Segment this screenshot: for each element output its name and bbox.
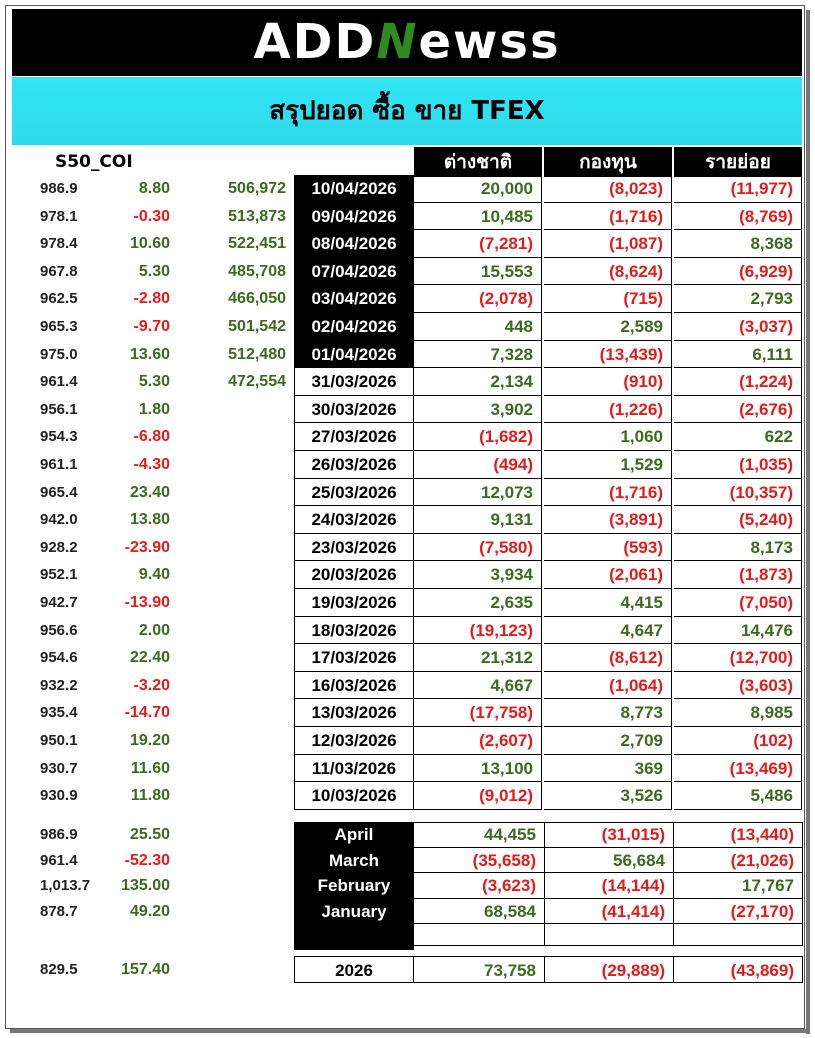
retail-value: (13,469) <box>674 755 802 783</box>
fund-value: (31,015) <box>545 822 674 848</box>
foreign-value: 9,131 <box>414 506 542 534</box>
monthly-row <box>0 899 815 925</box>
fund-value: 8,773 <box>544 699 672 727</box>
s50-index: 986.9 <box>40 826 78 843</box>
date-cell: 08/04/2026 <box>294 230 414 258</box>
date-cell: 18/03/2026 <box>294 617 414 645</box>
s50-index: 961.1 <box>40 456 78 473</box>
retail-value: (7,050) <box>674 589 802 617</box>
table-row <box>0 727 815 755</box>
s50-index: 942.0 <box>40 511 78 529</box>
logo-part3: ewss <box>418 14 561 70</box>
coi-value: 472,554 <box>228 373 286 391</box>
retail-value: (3,603) <box>674 672 802 700</box>
table-row <box>0 285 815 313</box>
foreign-value: (7,580) <box>414 534 542 562</box>
s50-index: 1,013.7 <box>40 877 91 894</box>
table-row <box>0 258 815 286</box>
table-row <box>0 534 815 562</box>
s50-change: 11.80 <box>130 787 170 805</box>
fund-value: 3,526 <box>544 782 672 810</box>
table-row <box>0 175 815 203</box>
fund-value: 2,589 <box>544 313 672 341</box>
s50-index: 967.8 <box>40 262 78 280</box>
retail-value: (10,357) <box>674 479 802 507</box>
date-cell: 07/04/2026 <box>294 258 414 286</box>
s50-change: -3.20 <box>133 676 170 694</box>
s50-index: 952.1 <box>40 566 78 584</box>
coi-value: 513,873 <box>228 207 286 225</box>
blank-cell <box>414 924 545 946</box>
foreign-value: 448 <box>414 313 542 341</box>
table-row <box>0 368 815 396</box>
yearly-fund: (29,889) <box>545 956 674 983</box>
fund-value: (715) <box>544 285 672 313</box>
s50-change: -6.80 <box>133 428 170 446</box>
s50-index: 975.0 <box>40 345 78 363</box>
s50-index: 961.4 <box>40 851 78 869</box>
s50-change: -9.70 <box>133 318 170 335</box>
table-row <box>0 341 815 369</box>
table-row <box>0 506 815 534</box>
yearly-index: 829.5 <box>40 961 78 978</box>
foreign-value: (3,623) <box>414 873 545 899</box>
table-row <box>0 479 815 507</box>
s50-change: 5.30 <box>138 373 170 391</box>
date-cell: 10/03/2026 <box>294 782 414 810</box>
foreign-value: 10,485 <box>414 203 542 231</box>
date-cell: 30/03/2026 <box>294 396 414 424</box>
s50-change: 10.60 <box>129 235 170 253</box>
fund-value: 1,060 <box>544 423 672 451</box>
date-cell: 24/03/2026 <box>294 506 414 534</box>
fund-value: 4,415 <box>544 589 672 617</box>
table-row <box>0 699 815 727</box>
s50-index: 932.2 <box>40 676 78 694</box>
table-row <box>0 617 815 645</box>
foreign-value: (2,607) <box>414 727 542 755</box>
foreign-value: 44,455 <box>414 822 545 848</box>
logo-part1: ADD <box>253 14 377 70</box>
yearly-foreign: 73,758 <box>414 956 545 983</box>
yearly-retail: (43,869) <box>674 956 803 983</box>
fund-value: (1,087) <box>544 230 672 258</box>
foreign-value: (494) <box>414 451 542 479</box>
fund-value: 1,529 <box>544 451 672 479</box>
date-cell: 19/03/2026 <box>294 589 414 617</box>
frame-shadow-bottom <box>10 1029 810 1033</box>
date-cell: 31/03/2026 <box>294 368 414 396</box>
logo-part2: N <box>376 14 419 70</box>
yearly-label: 2026 <box>294 956 414 983</box>
table-row <box>0 313 815 341</box>
fund-value: 369 <box>544 755 672 783</box>
s50-change: -0.30 <box>133 207 170 225</box>
s50-change: 1.80 <box>138 400 170 418</box>
fund-value: (14,144) <box>545 873 674 899</box>
coi-value: 466,050 <box>228 290 286 308</box>
s50-change: 19.20 <box>129 732 170 749</box>
foreign-value: 4,667 <box>414 672 542 700</box>
foreign-value: 7,328 <box>414 341 542 369</box>
s50-change: 23.40 <box>129 483 170 501</box>
retail-value: (1,035) <box>674 451 802 479</box>
retail-value: 622 <box>674 423 802 451</box>
foreign-value: 68,584 <box>414 899 545 925</box>
retail-value: (3,037) <box>674 313 802 341</box>
foreign-value: 21,312 <box>414 644 542 672</box>
month-name: April <box>334 825 374 844</box>
s50-change: -2.80 <box>133 290 170 308</box>
month-name: February <box>317 876 391 895</box>
yearly-change: 157.40 <box>121 961 170 978</box>
table-row <box>0 589 815 617</box>
retail-value: (6,929) <box>674 258 802 286</box>
date-cell: 23/03/2026 <box>294 534 414 562</box>
foreign-value: 3,902 <box>414 396 542 424</box>
table-row <box>0 396 815 424</box>
table-row <box>0 561 815 589</box>
retail-value: (102) <box>674 727 802 755</box>
month-name: March <box>328 850 380 870</box>
date-cell: 11/03/2026 <box>294 755 414 783</box>
coi-value: 506,972 <box>228 180 286 197</box>
retail-value: 8,173 <box>674 534 802 562</box>
fund-value: (8,023) <box>544 175 672 203</box>
s50-index: 956.6 <box>40 621 78 639</box>
s50-index: 942.7 <box>40 594 78 611</box>
fund-value: (910) <box>544 368 672 396</box>
monthly-row <box>0 822 815 848</box>
fund-value: (41,414) <box>545 899 674 925</box>
date-cell: 02/04/2026 <box>294 313 414 341</box>
coi-value: 512,480 <box>228 345 286 363</box>
table-row <box>0 782 815 810</box>
s50-index: 930.7 <box>40 759 78 777</box>
s50-change: 9.40 <box>138 566 170 584</box>
s50-index: 950.1 <box>40 732 78 749</box>
s50-index: 978.4 <box>40 235 78 253</box>
column-header-foreign: ต่างชาติ <box>414 147 542 177</box>
retail-value: 17,767 <box>674 873 803 899</box>
date-cell: 16/03/2026 <box>294 672 414 700</box>
fund-value: (8,612) <box>544 644 672 672</box>
s50-index: 965.4 <box>40 483 78 501</box>
foreign-value: 2,635 <box>414 589 542 617</box>
date-cell: 26/03/2026 <box>294 451 414 479</box>
foreign-value: (9,012) <box>414 782 542 810</box>
blank-cell <box>545 924 674 946</box>
foreign-value: 3,934 <box>414 561 542 589</box>
retail-value: (13,440) <box>674 822 803 848</box>
table-row <box>0 672 815 700</box>
fund-value: 56,684 <box>545 848 674 874</box>
date-cell: 12/03/2026 <box>294 727 414 755</box>
s50-change: 2.00 <box>138 621 170 639</box>
fund-value: (8,624) <box>544 258 672 286</box>
s50-index: 962.5 <box>40 290 78 308</box>
retail-value: 6,111 <box>674 341 802 369</box>
s50-change: 11.60 <box>130 759 170 777</box>
logo-bar <box>12 9 802 76</box>
foreign-value: (7,281) <box>414 230 542 258</box>
fund-value: (1,226) <box>544 396 672 424</box>
fund-value: (1,716) <box>544 203 672 231</box>
fund-value: (2,061) <box>544 561 672 589</box>
s50-change: 49.20 <box>129 902 170 920</box>
s50-change: 13.60 <box>129 345 170 363</box>
s50-change: 25.50 <box>129 826 170 843</box>
date-cell: 27/03/2026 <box>294 423 414 451</box>
table-row <box>0 230 815 258</box>
retail-value: (11,977) <box>674 175 802 203</box>
retail-value: 8,985 <box>674 699 802 727</box>
s50-change: 5.30 <box>138 262 170 280</box>
foreign-value: (17,758) <box>414 699 542 727</box>
s50-change: -52.30 <box>124 851 170 869</box>
coi-value: 522,451 <box>228 235 286 253</box>
retail-value: (2,676) <box>674 396 802 424</box>
fund-value: (593) <box>544 534 672 562</box>
foreign-value: (35,658) <box>414 848 545 874</box>
s50-change: 135.00 <box>121 877 170 894</box>
table-row <box>0 203 815 231</box>
s50-index: 878.7 <box>40 902 78 920</box>
s50-index: 935.4 <box>40 704 78 722</box>
retail-value: 14,476 <box>674 617 802 645</box>
fund-value: (1,716) <box>544 479 672 507</box>
retail-value: (27,170) <box>674 899 803 925</box>
date-cell: 09/04/2026 <box>294 203 414 231</box>
coi-value: 485,708 <box>228 262 286 280</box>
retail-value: (1,224) <box>674 368 802 396</box>
monthly-row <box>0 873 815 899</box>
month-name: January <box>321 901 387 921</box>
addnewss-logo <box>12 9 802 76</box>
foreign-value: 2,134 <box>414 368 542 396</box>
date-cell: 10/04/2026 <box>294 175 414 203</box>
s50-change: -23.90 <box>124 538 170 556</box>
table-row <box>0 423 815 451</box>
fund-value: (3,891) <box>544 506 672 534</box>
date-cell: 13/03/2026 <box>294 699 414 727</box>
foreign-value: 15,553 <box>414 258 542 286</box>
retail-value: (5,240) <box>674 506 802 534</box>
retail-value: (12,700) <box>674 644 802 672</box>
foreign-value: 12,073 <box>414 479 542 507</box>
date-cell: 03/04/2026 <box>294 285 414 313</box>
date-cell: 25/03/2026 <box>294 479 414 507</box>
s50-index: 930.9 <box>40 787 78 805</box>
s50-coi-header: S50_COI <box>55 152 133 172</box>
foreign-value: (19,123) <box>414 617 542 645</box>
foreign-value: 20,000 <box>414 175 542 203</box>
page-title: สรุปยอด ซื้อ ขาย TFEX <box>12 77 802 145</box>
monthly-row <box>0 848 815 874</box>
foreign-value: 13,100 <box>414 755 542 783</box>
date-cell: 01/04/2026 <box>294 341 414 369</box>
s50-index: 986.9 <box>40 180 78 197</box>
table-row <box>0 644 815 672</box>
fund-value: 4,647 <box>544 617 672 645</box>
retail-value: (1,873) <box>674 561 802 589</box>
retail-value: 2,793 <box>674 285 802 313</box>
fund-value: (13,439) <box>544 341 672 369</box>
coi-value: 501,542 <box>228 318 286 335</box>
s50-index: 965.3 <box>40 318 78 335</box>
s50-index: 978.1 <box>40 207 78 225</box>
s50-change: 22.40 <box>129 649 170 667</box>
retail-value: (21,026) <box>674 848 803 874</box>
s50-index: 954.3 <box>40 428 78 446</box>
s50-index: 956.1 <box>40 400 78 418</box>
date-cell: 17/03/2026 <box>294 644 414 672</box>
foreign-value: (1,682) <box>414 423 542 451</box>
s50-change: -13.90 <box>124 594 170 611</box>
retail-value: 8,368 <box>674 230 802 258</box>
s50-index: 961.4 <box>40 373 78 391</box>
s50-index: 954.6 <box>40 649 78 667</box>
foreign-value: (2,078) <box>414 285 542 313</box>
fund-value: 2,709 <box>544 727 672 755</box>
s50-change: 13.80 <box>129 511 170 529</box>
date-cell: 20/03/2026 <box>294 561 414 589</box>
column-header-retail: รายย่อย <box>674 147 802 177</box>
fund-value: (1,064) <box>544 672 672 700</box>
column-header-fund: กองทุน <box>544 147 672 177</box>
s50-change: -4.30 <box>133 456 170 473</box>
retail-value: (8,769) <box>674 203 802 231</box>
table-row <box>0 451 815 479</box>
retail-value: 5,486 <box>674 782 802 810</box>
table-row <box>0 755 815 783</box>
s50-index: 928.2 <box>40 538 78 556</box>
s50-change: 8.80 <box>138 180 170 197</box>
s50-change: -14.70 <box>124 704 170 722</box>
blank-cell <box>674 924 803 946</box>
